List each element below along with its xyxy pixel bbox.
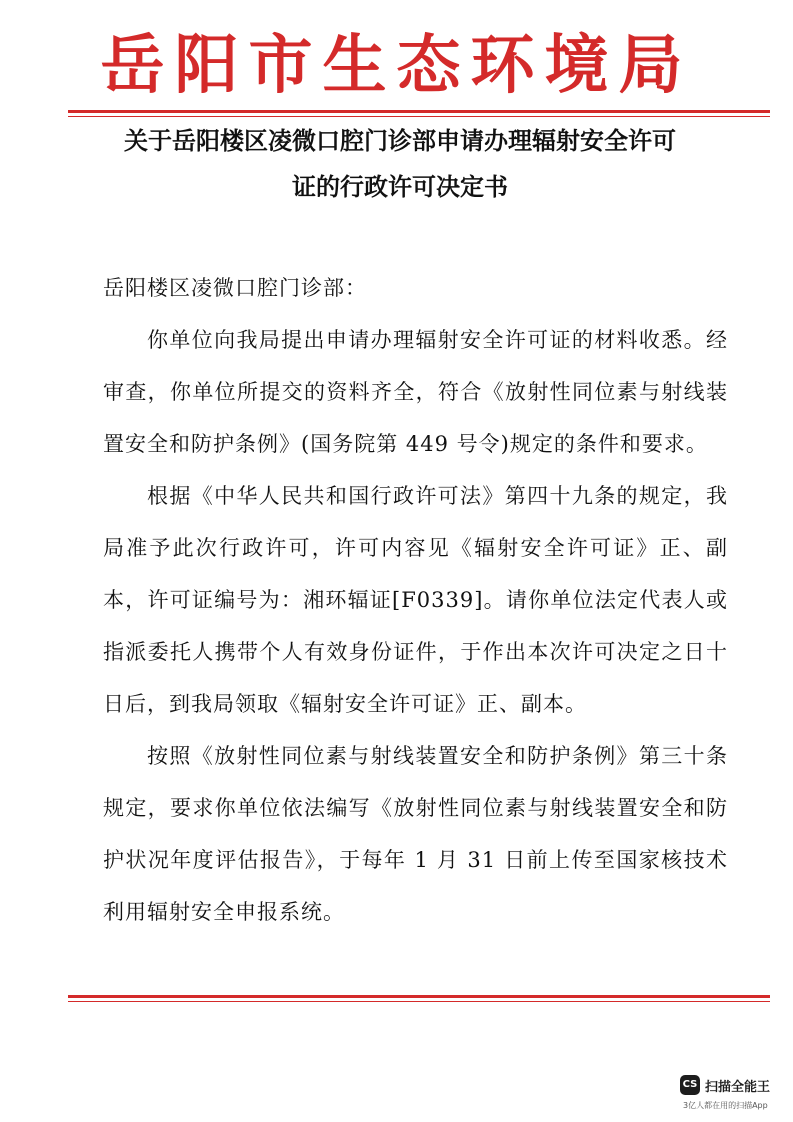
- camscanner-logo-icon: CS: [680, 1075, 700, 1095]
- scanner-slogan: 3亿人都在用的扫描App: [683, 1101, 768, 1110]
- letterhead-top-rule: [68, 110, 770, 117]
- salutation: 岳阳楼区凌微口腔门诊部：: [103, 276, 367, 300]
- rule-thick-line: [68, 995, 770, 998]
- body-paragraph-3: 按照《放射性同位素与射线装置安全和防护条例》第三十条规定，要求你单位依法编写《放射性同位素与射线装置安全和防护状况年度评估报告》，于每年 1 月 31 日前上传至国家核技术利用辐射安全申报系统。: [103, 744, 728, 924]
- letterhead-org-name: 岳阳市生态环境局: [100, 29, 693, 103]
- document-title-line-1: 关于岳阳楼区凌微口腔门诊部申请办理辐射安全许可: [124, 127, 676, 155]
- rule-thin-line: [68, 116, 770, 117]
- body-paragraph-1: 你单位向我局提出申请办理辐射安全许可证的材料收悉。经审查，你单位所提交的资料齐全，符合《放射性同位素与射线装置安全和防护条例》(国务院第 449 号令)规定的条件和要求。: [103, 328, 728, 456]
- document-title-line-2: 证的行政许可决定书: [292, 173, 508, 201]
- document-body: [103, 262, 728, 938]
- scanner-watermark: [680, 1075, 790, 1115]
- rule-thick-line: [68, 110, 770, 113]
- document-title: [100, 118, 700, 210]
- rule-thin-line: [68, 1001, 770, 1002]
- footer-rule: [68, 995, 770, 1002]
- scanner-app-name: 扫描全能王: [705, 1080, 771, 1095]
- body-paragraph-2: 根据《中华人民共和国行政许可法》第四十九条的规定，我局准予此次行政许可，许可内容见《辐射安全许可证》正、副本，许可证编号为：湘环辐证[F0339]。请你单位法定代表人或指派委托人携带个人有效身份证件，于作出本次许可决定之日十日后，到我局领取《辐射安全许可证》正、副本。: [103, 484, 728, 716]
